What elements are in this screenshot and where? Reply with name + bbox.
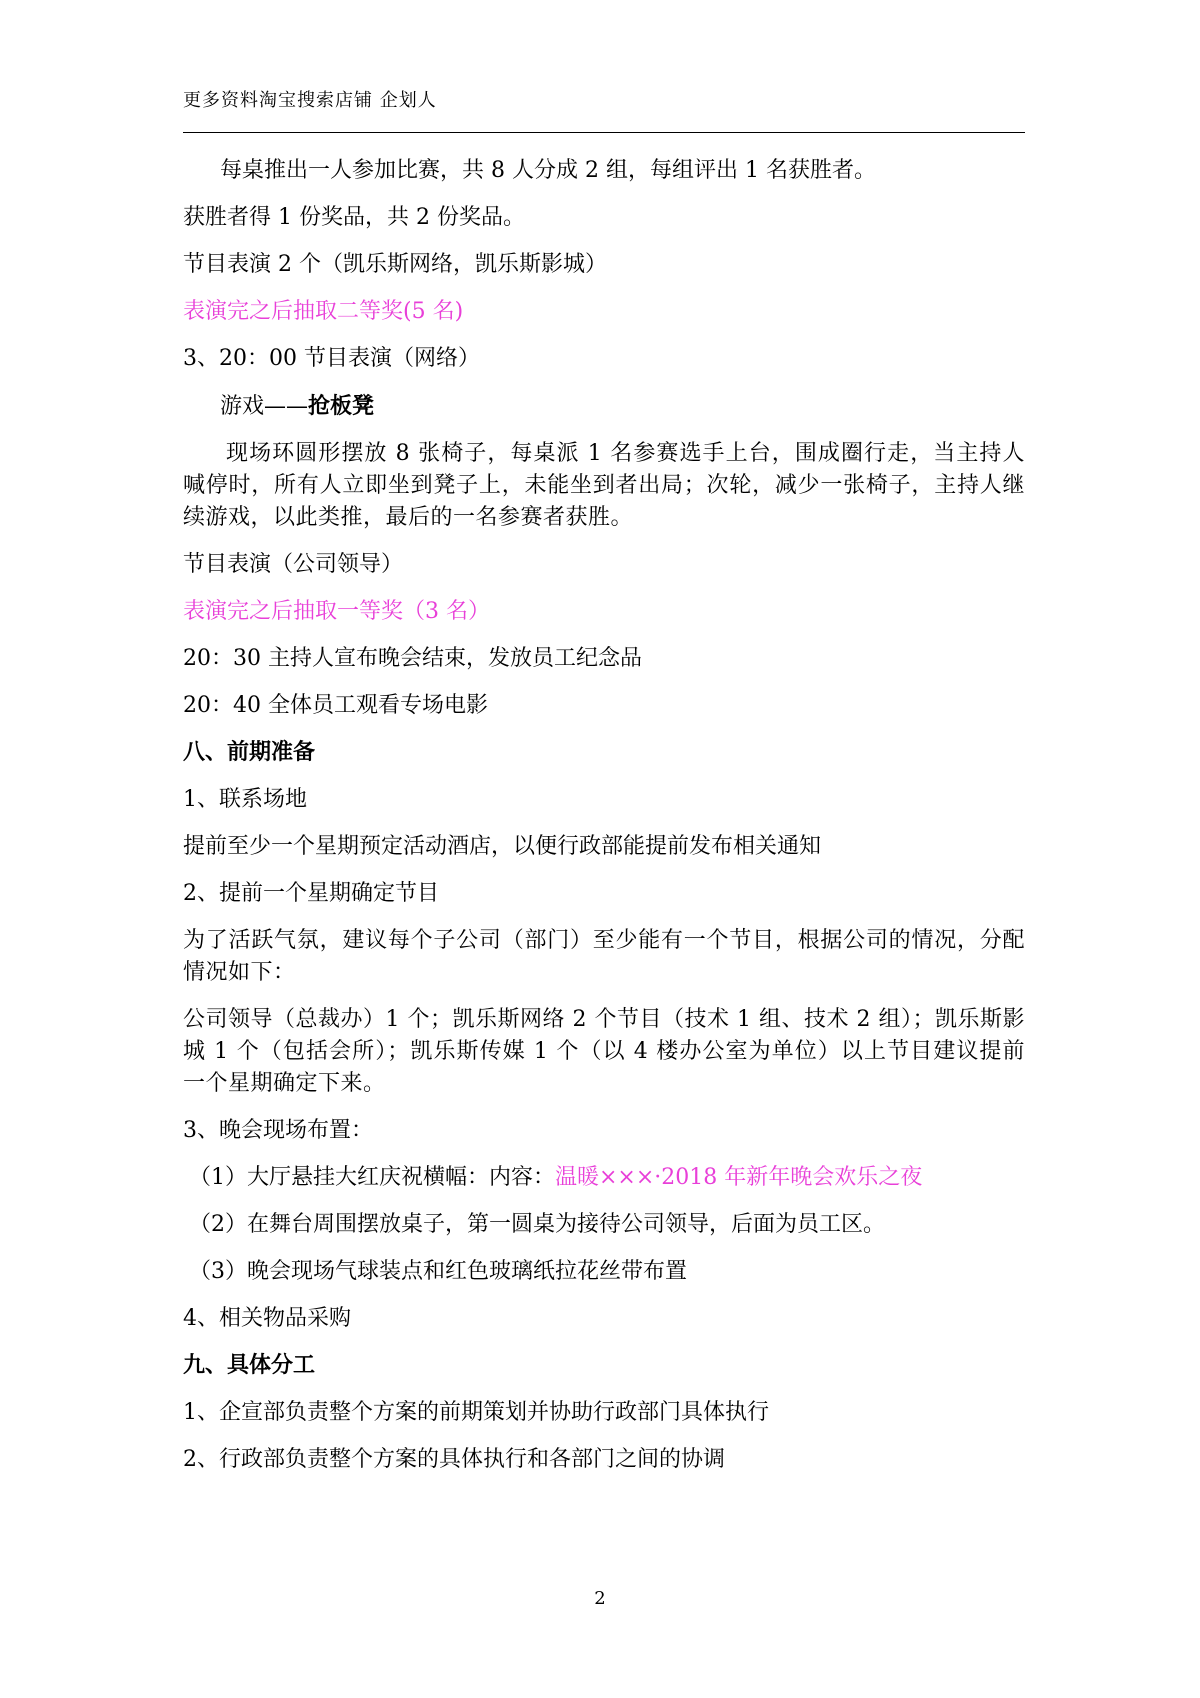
paragraph-performance-1: 节目表演 2 个（凯乐斯网络，凯乐斯影城） xyxy=(183,252,607,277)
item-venue: 1、联系场地 xyxy=(183,787,307,812)
paragraph-competition: 每桌推出一人参加比赛，共 8 人分成 2 组，每组评出 1 名获胜者。 xyxy=(220,158,876,183)
header-divider xyxy=(183,132,1025,133)
paragraph-banner xyxy=(183,1162,1025,1194)
item-publicity-dept: 1、企宣部负责整个方案的前期策划并协助行政部门具体执行 xyxy=(183,1400,769,1425)
paragraph-2040: 20：40 全体员工观看专场电影 xyxy=(183,693,488,718)
section-heading-preparation: 八、前期准备 xyxy=(183,740,316,765)
document-body xyxy=(183,155,1025,1491)
item-admin-dept: 2、行政部负责整个方案的具体执行和各部门之间的协调 xyxy=(183,1447,725,1472)
item-layout: 3、晚会现场布置： xyxy=(183,1118,373,1143)
paragraph-second-prize-draw: 表演完之后抽取二等奖(5 名) xyxy=(183,299,464,324)
paragraph-2000-program: 3、20：00 节目表演（网络） xyxy=(183,346,480,371)
page-number: 2 xyxy=(594,1588,606,1609)
paragraph-game-title xyxy=(183,390,1025,423)
item-purchase: 4、相关物品采购 xyxy=(183,1306,351,1331)
paragraph-first-prize-draw: 表演完之后抽取一等奖（3 名） xyxy=(183,599,490,624)
paragraph-tables: （2）在舞台周围摆放桌子，第一圆桌为接待公司领导，后面为员工区。 xyxy=(189,1212,885,1237)
paragraph-2030: 20：30 主持人宣布晚会结束，发放员工纪念品 xyxy=(183,646,642,671)
paragraph-prizes: 获胜者得 1 份奖品，共 2 份奖品。 xyxy=(183,205,525,230)
paragraph-decoration: （3）晚会现场气球装点和红色玻璃纸拉花丝带布置 xyxy=(189,1259,687,1284)
paragraph-program-intro: 为了活跃气氛，建议每个子公司（部门）至少能有一个节目，根据公司的情况，分配情况如下： xyxy=(183,928,1025,985)
paragraph-program-allocation: 公司领导（总裁办）1 个；凯乐斯网络 2 个节目（技术 1 组、技术 2 组）；凯乐斯影城 1 个（包括会所）；凯乐斯传媒 1 个（以 4 楼办公室为单位）以上节目建议提前一个星期确定下来。 xyxy=(183,1007,1025,1096)
banner-label: （1）大厅悬挂大红庆祝横幅：内容： xyxy=(189,1165,555,1190)
paragraph-performance-leaders: 节目表演（公司领导） xyxy=(183,552,404,577)
section-heading-division: 九、具体分工 xyxy=(183,1353,316,1378)
item-program: 2、提前一个星期确定节目 xyxy=(183,881,439,906)
banner-content: 温暖×××·2018 年新年晚会欢乐之夜 xyxy=(555,1165,923,1190)
page-header: 更多资料淘宝搜索店铺 企划人 xyxy=(183,90,437,111)
game-name: 抢板凳 xyxy=(308,393,375,419)
game-label: 游戏—— xyxy=(220,394,309,419)
paragraph-venue-detail: 提前至少一个星期预定活动酒店，以便行政部能提前发布相关通知 xyxy=(183,834,822,859)
paragraph-game-rules: 现场环圆形摆放 8 张椅子，每桌派 1 名参赛选手上台，围成圈行走，当主持人喊停时，所有人立即坐到凳子上，未能坐到者出局；次轮，减少一张椅子，主持人继续游戏，以此类推，最后的一名参赛者获胜。 xyxy=(183,441,1025,530)
